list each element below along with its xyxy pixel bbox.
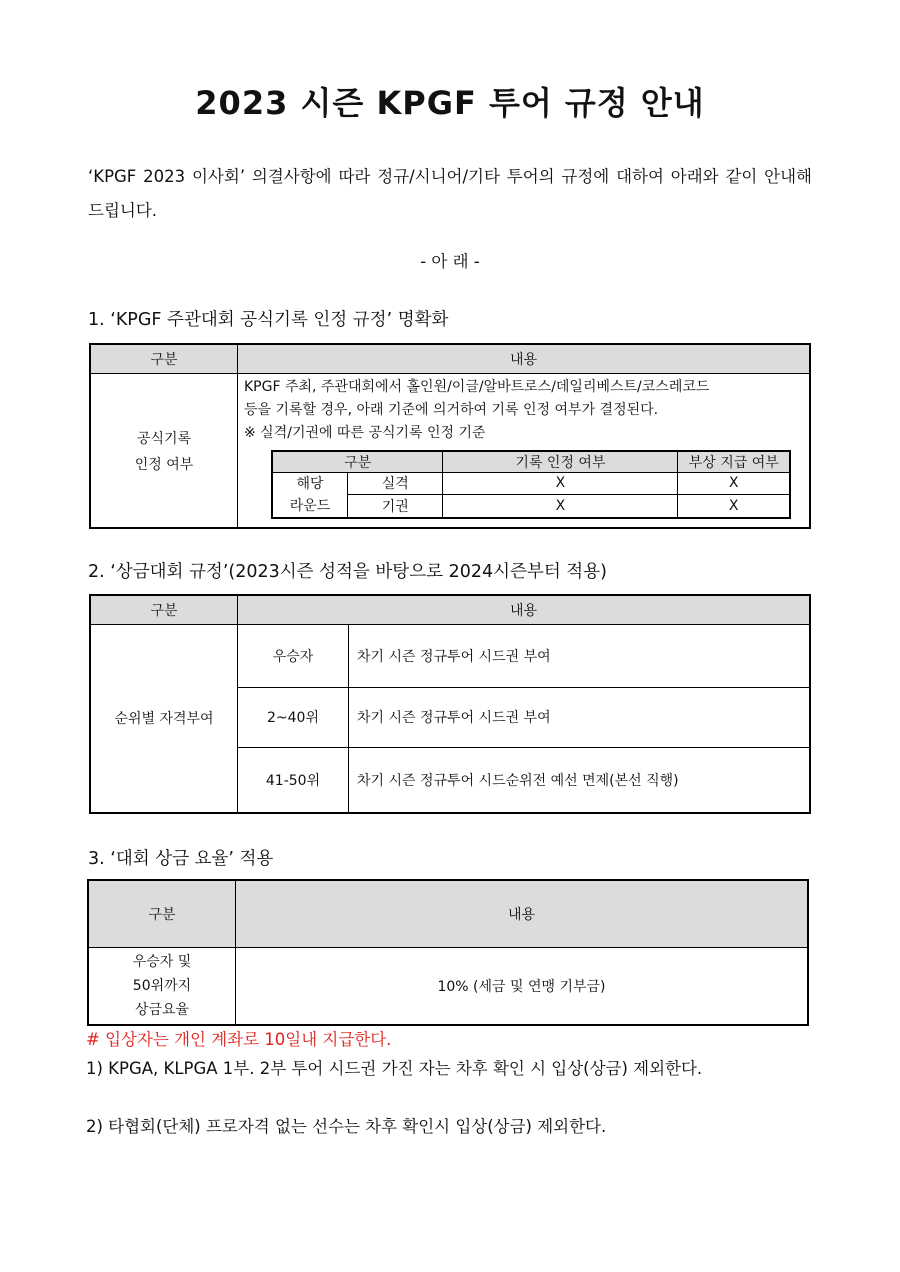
inner-col-record: 기록 인정 여부: [443, 451, 678, 473]
section2-content-41-50: 차기 시즌 정규투어 시드순위전 예선 면제(본선 직행): [349, 747, 811, 813]
inner-col-category: 구분: [272, 451, 443, 473]
section1-desc-line2: 등을 기록할 경우, 아래 기준에 의거하여 기록 인정 여부가 결정된다.: [244, 401, 659, 418]
inner-row-withdrawn-record: X: [443, 494, 678, 517]
disqualification-table: [271, 450, 791, 519]
section1-row-label-line1: 공식기록: [136, 431, 192, 447]
inner-row-disqualified-prize: X: [678, 472, 790, 494]
inner-round-line2: 라운드: [289, 497, 331, 514]
section3-col-category: 구분: [88, 880, 236, 947]
inner-row-withdrawn-prize: X: [678, 494, 790, 517]
section1-table: [89, 343, 811, 529]
section3-table: [87, 879, 809, 1026]
section3-col-content: 내용: [236, 880, 809, 947]
section2-rank-41-50: 41-50위: [238, 747, 349, 813]
section1-row-label-line2: 인정 여부: [134, 457, 194, 473]
inner-row-disqualified-record: X: [443, 472, 678, 494]
section2-col-category: 구분: [90, 595, 238, 624]
section1-heading: 1. ‘KPGF 주관대회 공식기록 인정 규정’ 명확화: [88, 310, 449, 330]
section1-content-cell: [238, 373, 811, 528]
section2-row-label: 순위별 자격부여: [90, 624, 238, 813]
section1-row-label: [90, 373, 238, 528]
section3-label-line1: 우승자 및: [132, 953, 192, 970]
note-2: 2) 타협회(단체) 프로자격 없는 선수는 차후 확인시 입상(상금) 제외한다.: [86, 1117, 607, 1136]
below-marker: - 아 래 -: [420, 252, 480, 271]
payment-notice: # 입상자는 개인 계좌로 10일내 지급한다.: [86, 1030, 392, 1049]
section3-content: 10% (세금 및 연맹 기부금): [236, 947, 809, 1025]
section3-label-line2: 50위까지: [132, 977, 192, 994]
intro-paragraph: ‘KPGF 2023 이사회’ 의결사항에 따라 정규/시니어/기타 투어의 규정에 대하여 아래와 같이 안내해 드립니다.: [88, 167, 812, 220]
section1-desc-line3: ※ 실격/기권에 따른 공식기록 인정 기준: [244, 424, 486, 441]
inner-row-disqualified-label: 실격: [348, 472, 443, 494]
section1-col-content: 내용: [238, 344, 811, 373]
section3-label-line3: 상금요율: [134, 1001, 190, 1018]
section2-rank-2-40: 2~40위: [238, 687, 349, 747]
inner-col-prize: 부상 지급 여부: [678, 451, 790, 473]
section2-heading: 2. ‘상금대회 규정’(2023시즌 성적을 바탕으로 2024시즌부터 적용): [88, 562, 607, 582]
section2-col-content: 내용: [238, 595, 811, 624]
section1-description: [238, 374, 809, 445]
section3-row-label: [88, 947, 236, 1025]
section1-desc-line1: KPGF 주최, 주관대회에서 홀인원/이글/알바트로스/데일리베스트/코스레코드: [244, 378, 710, 395]
section2-content-winner: 차기 시즌 정규투어 시드권 부여: [349, 624, 811, 687]
section1-col-category: 구분: [90, 344, 238, 373]
section2-table: [89, 594, 811, 814]
inner-round-line1: 해당: [296, 475, 324, 492]
note-1: 1) KPGA, KLPGA 1부. 2부 투어 시드권 가진 자는 차후 확인 시 입상(상금) 제외한다.: [86, 1059, 703, 1078]
inner-round-label: [272, 472, 348, 518]
section2-content-2-40: 차기 시즌 정규투어 시드권 부여: [349, 687, 811, 747]
page-title: 2023 시즌 KPGF 투어 규정 안내: [195, 84, 705, 122]
inner-row-withdrawn-label: 기권: [348, 494, 443, 517]
section2-rank-winner: 우승자: [238, 624, 349, 687]
section3-heading: 3. ‘대회 상금 요율’ 적용: [88, 849, 274, 869]
